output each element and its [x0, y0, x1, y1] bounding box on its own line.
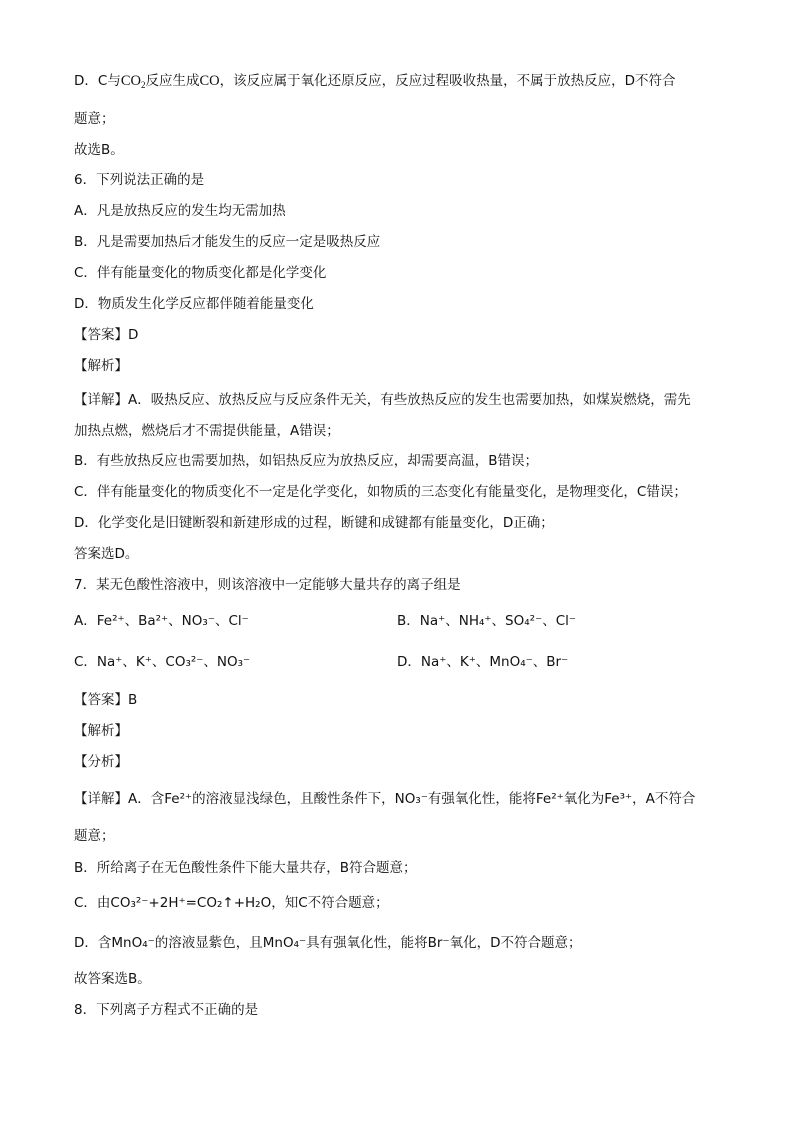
q7-option-b: B．Na⁺、NH₄⁺、SO₄²⁻、Cl⁻ [397, 613, 576, 629]
q6-detail-c: C．伴有能量变化的物质变化不一定是化学变化，如物质的三态变化有能量变化，是物理变化，C错误； [74, 484, 687, 500]
text-fragment: D．C与 [74, 73, 121, 89]
q7-stem: 7．某无色酸性溶液中，则该溶液中一定能够大量共存的离子组是 [74, 577, 461, 593]
q5-final-answer: 故选B。 [74, 142, 124, 158]
text-fragment: ，该反应属于氧化还原反应，反应过程吸收热量，不属于放热反应，D不符合 [219, 73, 676, 89]
q6-option-a: A．凡是放热反应的发生均无需加热 [74, 203, 286, 219]
q7-option-c: C．Na⁺、K⁺、CO₃²⁻、NO₃⁻ [74, 654, 251, 670]
q6-stem: 6．下列说法正确的是 [74, 172, 205, 188]
q7-reasoning-heading: 【分析】 [74, 754, 128, 770]
q6-final-answer: 答案选D。 [74, 546, 139, 562]
q6-detail-d: D．化学变化是旧键断裂和新建形成的过程，断键和成键都有能量变化，D正确； [74, 515, 554, 531]
q7-option-d: D．Na⁺、K⁺、MnO₄⁻、Br⁻ [397, 654, 569, 670]
q7-detail-a-line1: 【详解】A．含Fe²⁺的溶液显浅绿色，且酸性条件下，NO₃⁻有强氧化性，能将Fe²⁺氧化为Fe³⁺，A不符合 [74, 791, 696, 807]
formula-co2: $CO_2$ [120, 73, 146, 90]
q7-detail-c: C．由CO₃²⁻+2H⁺=CO₂↑+H₂O，知C不符合题意； [74, 895, 389, 911]
q7-detail-b: B．所给离子在无色酸性条件下能大量共存，B符合题意； [74, 860, 417, 876]
q6-option-b: B．凡是需要加热后才能发生的反应一定是吸热反应 [74, 234, 381, 250]
q7-analysis-heading: 【解析】 [74, 723, 128, 739]
q7-detail-a-line2: 题意； [74, 828, 115, 844]
q6-option-d: D．物质发生化学反应都伴随着能量变化 [74, 296, 314, 312]
q7-answer: 【答案】B [74, 692, 138, 708]
q6-detail-b: B．有些放热反应也需要加热，如铝热反应为放热反应，却需要高温，B错误； [74, 453, 539, 469]
text-fragment: 反应生成 [145, 73, 200, 89]
q5-option-d-analysis [74, 71, 676, 91]
q5-line2: 题意； [74, 111, 115, 127]
q6-answer: 【答案】D [74, 327, 139, 343]
q6-option-c: C．伴有能量变化的物质变化都是化学变化 [74, 265, 327, 281]
q7-final-answer: 故答案选B。 [74, 971, 151, 987]
q8-stem: 8．下列离子方程式不正确的是 [74, 1002, 259, 1018]
q6-detail-a-line2: 加热点燃，燃烧后才不需提供能量，A错误； [74, 423, 340, 439]
q6-detail-a-line1: 【详解】A．吸热反应、放热反应与反应条件无关，有些放热反应的发生也需要加热，如煤炭燃烧，需先 [74, 392, 691, 408]
q7-detail-d: D．含MnO₄⁻的溶液显紫色，且MnO₄⁻具有强氧化性，能将Br⁻氧化，D不符合题意； [74, 935, 582, 951]
q6-analysis-heading: 【解析】 [74, 358, 128, 374]
formula-co: CO [199, 73, 220, 89]
q7-option-a: A．Fe²⁺、Ba²⁺、NO₃⁻、Cl⁻ [74, 613, 249, 629]
